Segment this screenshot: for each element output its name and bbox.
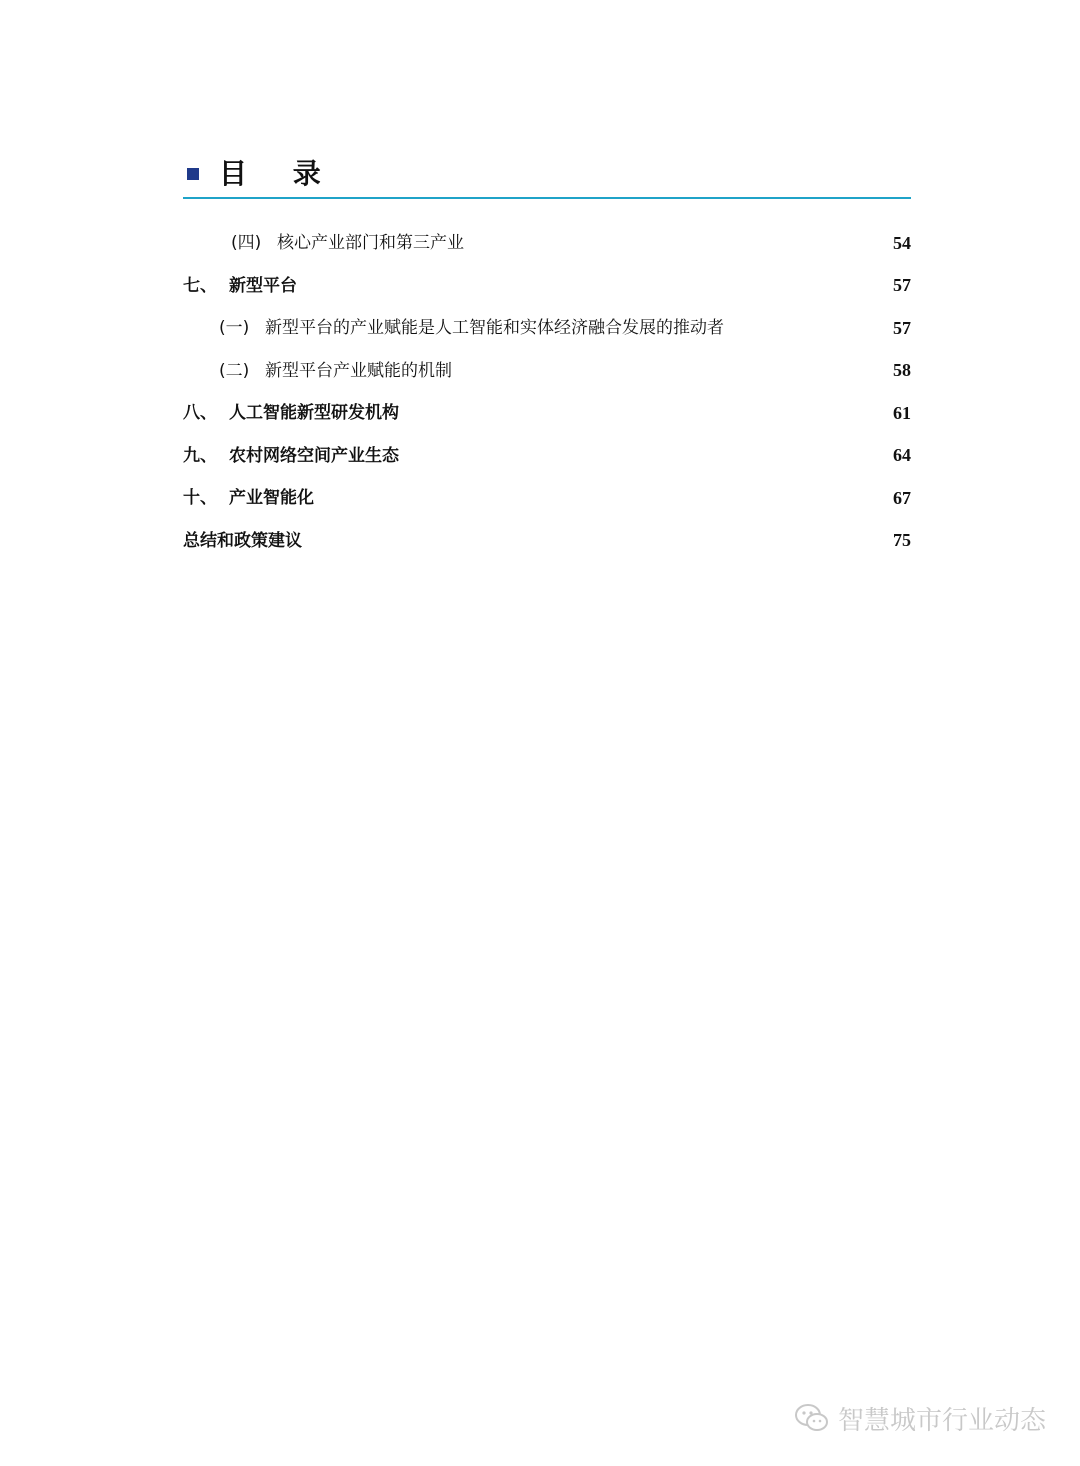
toc-entry-label: [183, 274, 851, 298]
toc-entry-label: [183, 401, 851, 425]
title-divider: [183, 197, 911, 199]
toc-entry-label: [183, 486, 851, 510]
toc-entry[interactable]: [183, 477, 911, 520]
page-title: 目 录: [219, 157, 339, 190]
watermark: [794, 1398, 1046, 1438]
toc-entry[interactable]: [183, 307, 911, 350]
toc-entry-text: 核心产业部门和第三产业: [277, 233, 464, 254]
toc-entry-prefix: 八、: [183, 403, 217, 424]
toc-entry-prefix: (二): [219, 360, 250, 381]
toc-entry-text: 人工智能新型研发机构: [229, 403, 399, 424]
wechat-icon: [794, 1403, 830, 1433]
toc-entry-text: 产业智能化: [229, 488, 314, 509]
table-of-contents: [183, 222, 911, 562]
toc-entry-text: 新型平台产业赋能的机制: [265, 360, 452, 381]
toc-entry-prefix: 九、: [183, 445, 217, 466]
toc-entry-page: 57: [893, 275, 911, 296]
toc-entry-prefix: 十、: [183, 488, 217, 509]
toc-entry-label: [183, 444, 851, 468]
toc-entry[interactable]: [183, 265, 911, 308]
toc-entry-label: [183, 529, 851, 553]
square-bullet-icon: [187, 168, 199, 180]
toc-entry[interactable]: [183, 392, 911, 435]
toc-header: [183, 150, 911, 200]
toc-entry-label: [183, 359, 851, 383]
toc-entry-text: 新型平台: [229, 275, 297, 296]
toc-entry-page: 58: [893, 360, 911, 381]
toc-entry[interactable]: [183, 222, 911, 265]
toc-entry-prefix: 七、: [183, 275, 217, 296]
toc-entry[interactable]: [183, 520, 911, 563]
toc-entry-prefix: (一): [219, 318, 250, 339]
toc-entry-page: 75: [893, 530, 911, 551]
watermark-text: 智慧城市行业动态: [837, 1405, 1046, 1436]
toc-entry-page: 64: [893, 445, 911, 466]
toc-entry-label: [183, 316, 851, 340]
toc-entry-page: 61: [893, 402, 911, 423]
toc-entry-page: 57: [893, 317, 911, 338]
toc-entry-prefix: (四): [231, 233, 262, 254]
toc-entry-label: [183, 231, 851, 255]
toc-entry-page: 67: [893, 487, 911, 508]
toc-entry-text: 新型平台的产业赋能是人工智能和实体经济融合发展的推动者: [265, 318, 724, 339]
toc-entry[interactable]: [183, 350, 911, 393]
toc-entry-page: 54: [893, 232, 911, 253]
toc-entry-text: 农村网络空间产业生态: [229, 445, 399, 466]
toc-entry-text: 总结和政策建议: [183, 530, 302, 551]
toc-entry[interactable]: [183, 435, 911, 478]
